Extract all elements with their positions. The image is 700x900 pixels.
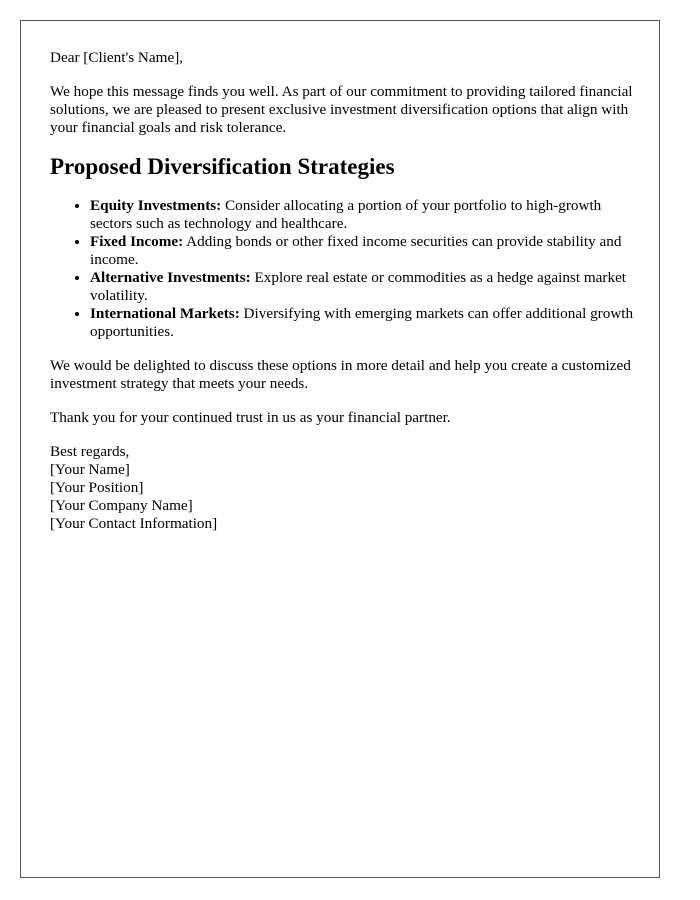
thank-you-paragraph: Thank you for your continued trust in us as your financial partner. xyxy=(50,409,451,426)
strategy-label: Equity Investments: xyxy=(90,197,222,214)
strategy-text: Consider allocating a portion of your portfolio to high-growth sectors such as technology and healthcare. xyxy=(90,197,602,232)
signature-company: [Your Company Name] xyxy=(50,497,193,514)
strategy-list xyxy=(50,197,640,341)
strategy-text: Explore real estate or commodities as a hedge against market volatility. xyxy=(90,269,627,304)
strategy-label: International Markets: xyxy=(90,305,240,322)
signature-position: [Your Position] xyxy=(50,479,144,496)
salutation: Dear [Client's Name], xyxy=(50,49,184,66)
strategy-item-international xyxy=(90,305,640,341)
signature-contact: [Your Contact Information] xyxy=(50,515,218,532)
signature-block xyxy=(50,443,640,533)
closing-paragraph: We would be delighted to discuss these options in more detail and help you create a customized investment strategy that meets your needs. xyxy=(50,357,631,392)
strategy-item-equity xyxy=(90,197,640,233)
signature-name: [Your Name] xyxy=(50,461,130,478)
strategy-item-fixed-income xyxy=(90,233,640,269)
strategy-text: Diversifying with emerging markets can offer additional growth opportunities. xyxy=(90,305,634,340)
strategy-label: Fixed Income: xyxy=(90,233,184,250)
letter-body xyxy=(50,49,640,533)
strategy-item-alternative xyxy=(90,269,640,305)
section-heading: Proposed Diversification Strategies xyxy=(50,154,395,179)
letter-page xyxy=(20,20,660,878)
strategy-label: Alternative Investments: xyxy=(90,269,251,286)
signoff: Best regards, xyxy=(50,443,130,460)
intro-paragraph: We hope this message finds you well. As part of our commitment to providing tailored financial solutions, we are pleased to present exclusive investment diversification options that align with your financial goals and risk tolerance. xyxy=(50,83,633,136)
strategy-text: Adding bonds or other fixed income securities can provide stability and income. xyxy=(90,233,622,268)
